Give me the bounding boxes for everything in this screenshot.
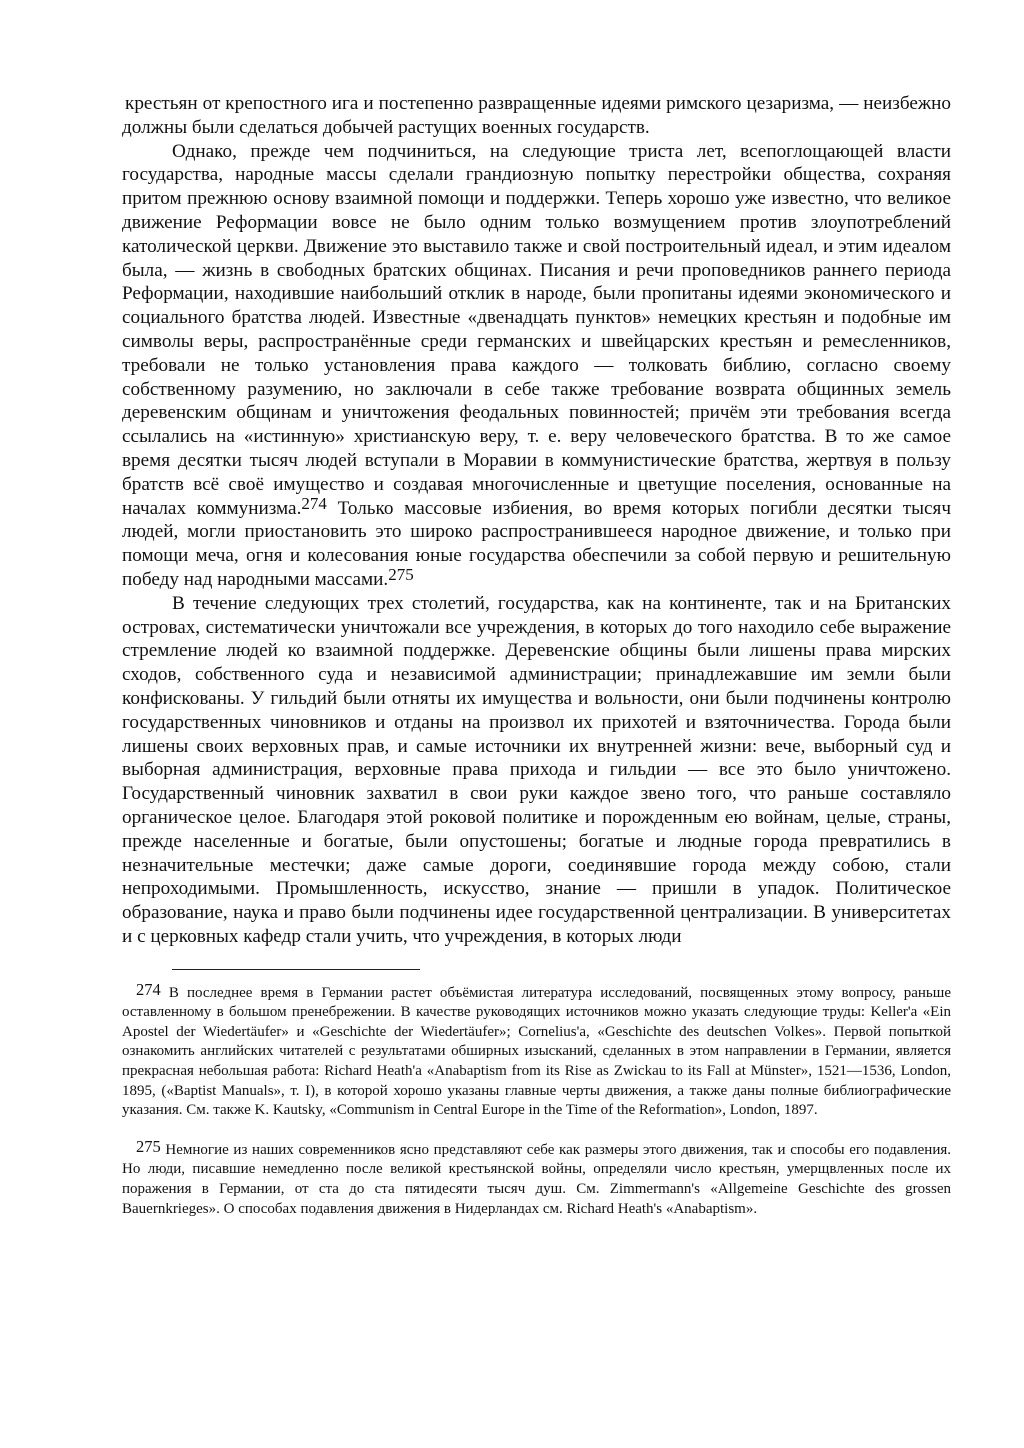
- paragraph-2: [122, 140, 951, 592]
- footnotes: [122, 979, 951, 1220]
- paragraph-3: В течение следующих трех столетий, государства, как на континенте, так и на Британских островах, систематически уничтожали все учреждения, в которых до того находило себе выражение стремление людей ко взаимной поддержке. Деревенские общины были лишены права мирских сходов, собственного суда и независимой администрации; принадлежавшие им земли были конфискованы. У гильдий были отняты их имущества и вольности, они были подчинены контролю государственных чиновников и отданы на произвол их прихотей и взяточничества. Города были лишены своих верховных прав, и самые источники их внутренней жизни: вече, выборный суд и выборная администрация, верховные права прихода и гильдии — все это было уничтожено. Государственный чиновник захватил в свои руки каждое звено того, что раньше составляло органическое целое. Благодаря этой роковой политике и порожденным ею войнам, целые, страны, прежде населенные и богатые, были опустошены; богатые и людные города превратились в незначительные местечки; даже самые дороги, соединявшие города между собою, стали непроходимыми. Промышленность, искусство, знание — пришли в упадок. Политическое образование, наука и право были подчинены идее государственной централизации. В университетах и с церковных кафедр стали учить, что учреждения, в которых люди: [122, 592, 951, 947]
- main-text: [122, 92, 951, 949]
- footnote-text: В последнее время в Германии растет объёмистая литература исследований, посвященных этому вопросу, раньше оставленному в большом пренебрежении. В качестве руководящих источников можно указать следующие труды: Keller'a «Ein Apostel der Wiedertäufer» и «Geschichte der Wiedertäufer»; Cornelius'a, «Geschichte des deutschen Volkes». Первой попыткой ознакомить английских читателей с результатами обширных изысканий, сделанных в этом направлении в Германии, является прекрасная небольшая работа: Richard Heath'a «Anabaptism from its Rise as Zwickau to its Fall at Münster», 1521—1536, London, 1895, («Baptist Manuals», т. I), в которой хорошо указаны главные черты движения, а также даны полные библиографические указания. См. также K. Kautsky, «Communism in Central Europe in the Time of the Reformation», London, 1897.: [122, 984, 951, 1119]
- footnote-text: Немногие из наших современников ясно представляют себе как размеры этого движения, так и способы его подавления. Но люди, писавшие немедленно после великой крестьянской войны, определяли число крестьян, умерщвленных после их поражения в Германии, от ста до ста пятидесяти тысяч душ. См. Zimmermann's «Allgemeine Geschichte des grossen Bauernkrieges». О способах подавления движения в Нидерландах см. Richard Heath's «Anabaptism».: [122, 1141, 951, 1217]
- paragraph-2-text-a: Однако, прежде чем подчиниться, на следующие триста лет, всепоглощающей власти государства, народные массы сделали грандиозную попытку перестройки общества, сохраняя притом прежнюю основу взаимной помощи и поддержки. Теперь хорошо уже известно, что великое движение Реформации вовсе не было одним только возмущением против злоупотреблений католической церкви. Движение это выставило также и свой построительный идеал, и этим идеалом была, — жизнь в свободных братских общинах. Писания и речи проповедников раннего периода Реформации, находившие наибольший отклик в народе, были пропитаны идеями экономического и социального братства людей. Известные «двенадцать пунктов» немецких крестьян и подобные им символы веры, распространённые среди германских и швейцарских крестьян и ремесленников, требовали не только установления права каждого — толковать библию, согласно своему собственному разумению, но заключали в себе также требование возврата общинных земель деревенским общинам и уничтожения феодальных повинностей; причём эти требования всегда ссылались на «истинную» христианскую веру, т. е. веру человеческого братства. В то же самое время десятки тысяч людей вступали в Моравии в коммунистические братства, жертвуя в пользу братств всё своё имущество и создавая многочисленные и цветущие поселения, основанные на началах коммунизма.: [122, 140, 951, 519]
- footnote-number: 275: [136, 1136, 161, 1156]
- document-page: [122, 92, 951, 1219]
- footnote-ref-274[interactable]: 274: [301, 493, 327, 513]
- paragraph-2-text-b: Только массовые избиения, во время которых погибли десятки тысяч людей, могли приостановить это широко распространившееся народное движение, и только при помощи меча, огня и колесования юные государства обеспечили за собой первую и решительную победу над народными массами.: [122, 497, 951, 590]
- footnote-274: [122, 979, 951, 1121]
- footnote-275: [122, 1136, 951, 1219]
- footnote-ref-275[interactable]: 275: [388, 564, 414, 584]
- footnote-number: 274: [136, 979, 161, 999]
- paragraph-1: крестьян от крепостного ига и постепенно развращенные идеями римского цезаризма, — неизбежно должны были сделаться добычей растущих военных государств.: [122, 93, 951, 138]
- footnote-separator: [172, 969, 420, 970]
